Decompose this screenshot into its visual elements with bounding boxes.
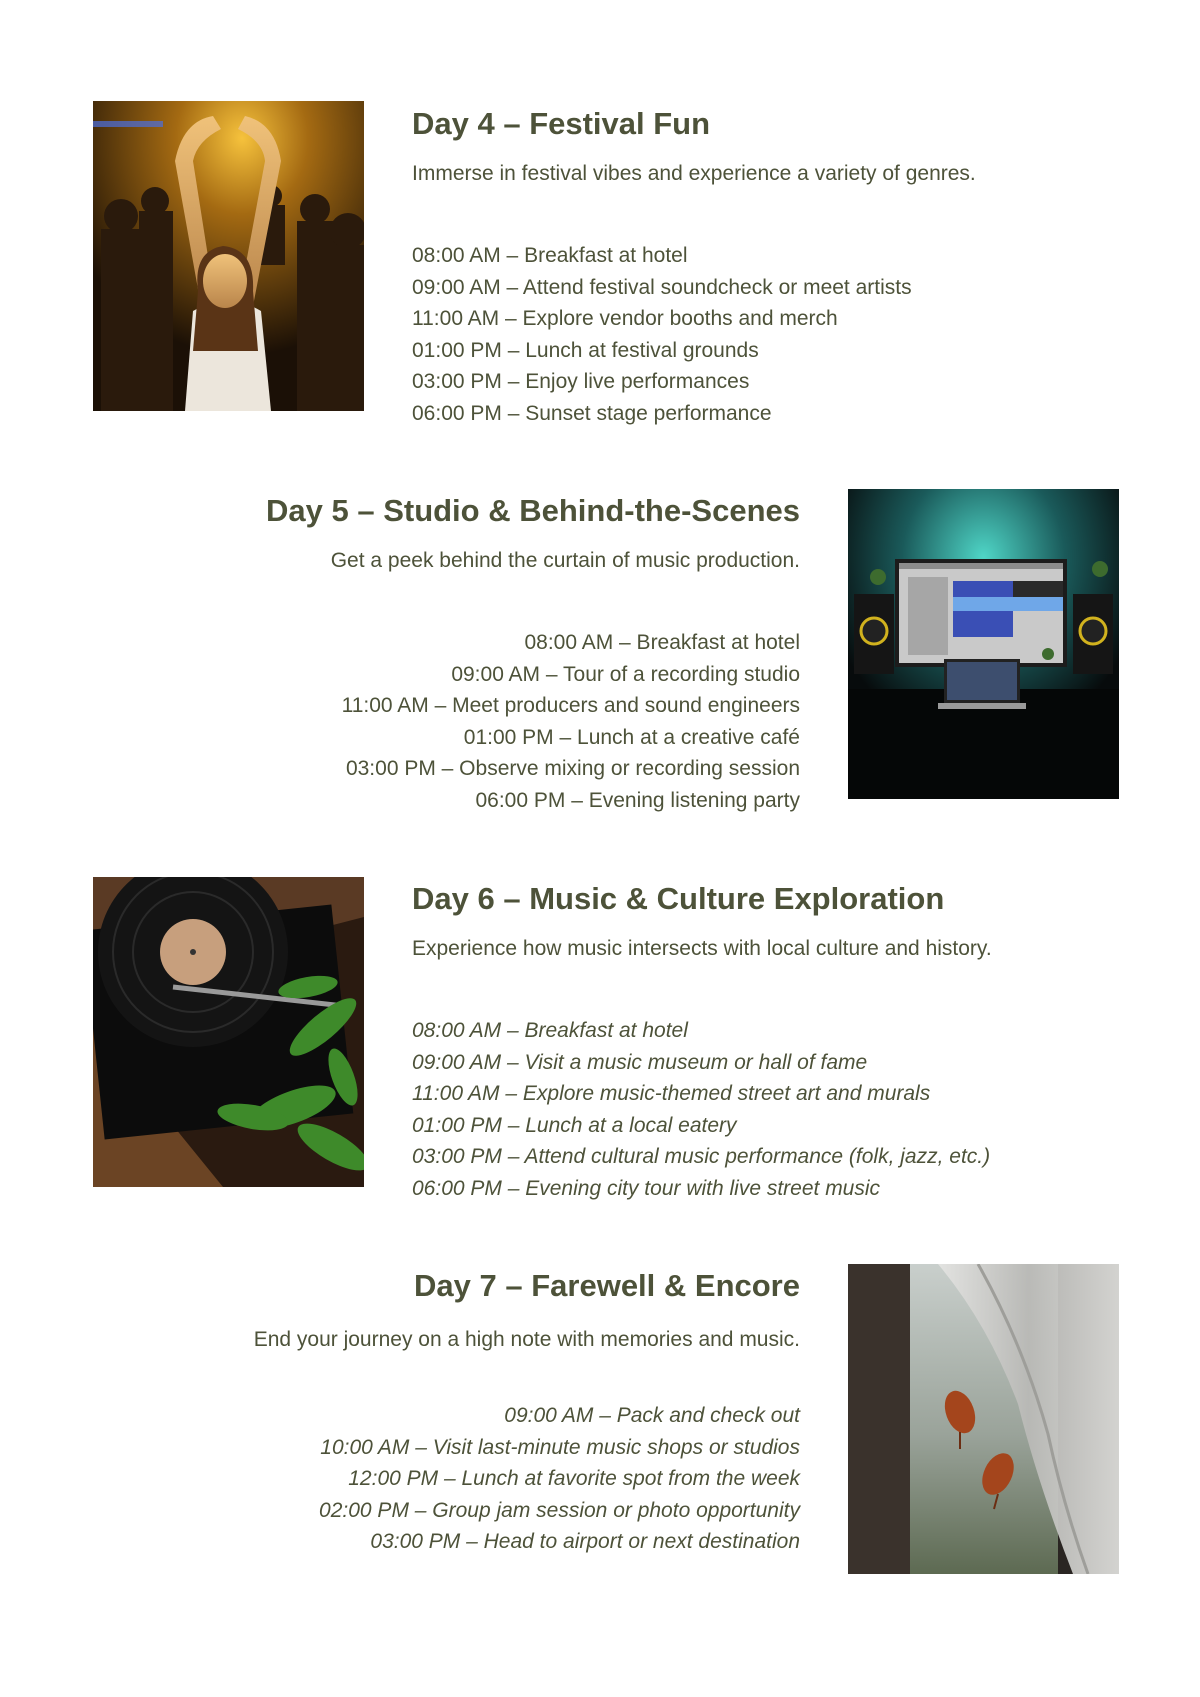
schedule-item: 03:00 PM – Observe mixing or recording session — [345, 757, 800, 781]
schedule-item: 10:00 AM – Visit last-minute music shops or studios — [320, 1435, 800, 1459]
schedule-item: 03:00 PM – Head to airport or next destination — [370, 1530, 800, 1554]
window-curtain-image — [848, 1264, 1119, 1574]
day-7-photo — [848, 1264, 1119, 1574]
schedule-item: 08:00 AM – Breakfast at hotel — [524, 631, 800, 654]
schedule-item: 09:00 AM – Attend festival soundcheck or meet artists — [412, 275, 912, 299]
day-6-schedule — [412, 1015, 1052, 1205]
day-5-title: Day 5 – Studio & Behind-the-Scenes — [266, 493, 800, 528]
schedule-item: 09:00 AM – Tour of a recording studio — [451, 662, 800, 686]
schedule-item: 06:00 PM – Sunset stage performance — [412, 401, 772, 425]
schedule-item: 08:00 AM – Breakfast at hotel — [412, 1019, 688, 1042]
day-6-subtitle: Experience how music intersects with local culture and history. — [412, 937, 992, 960]
schedule-item: 01:00 PM – Lunch at a local eatery — [412, 1113, 737, 1137]
festival-crowd-image — [93, 101, 364, 411]
schedule-item: 06:00 PM – Evening city tour with live street music — [412, 1176, 881, 1200]
schedule-item: 02:00 PM – Group jam session or photo opportunity — [319, 1498, 800, 1522]
schedule-item: 09:00 AM – Pack and check out — [504, 1404, 800, 1427]
vinyl-turntable-image — [93, 877, 364, 1187]
schedule-item: 06:00 PM – Evening listening party — [475, 788, 800, 812]
schedule-item: 11:00 AM – Meet producers and sound engineers — [341, 694, 800, 718]
recording-studio-image — [848, 489, 1119, 799]
day-7-schedule — [160, 1400, 800, 1558]
day-4-photo — [93, 101, 364, 411]
day-4-subtitle: Immerse in festival vibes and experience a variety of genres. — [412, 162, 976, 185]
day-7-title: Day 7 – Farewell & Encore — [414, 1268, 800, 1303]
day-6-section — [412, 879, 1052, 1205]
day-7-subtitle: End your journey on a high note with memories and music. — [253, 1328, 800, 1351]
schedule-item: 12:00 PM – Lunch at favorite spot from the week — [348, 1467, 800, 1491]
schedule-item: 11:00 AM – Explore vendor booths and merch — [412, 307, 838, 331]
schedule-item: 08:00 AM – Breakfast at hotel — [412, 244, 688, 267]
day-5-schedule — [160, 627, 800, 817]
schedule-item: 09:00 AM – Visit a music museum or hall of fame — [412, 1050, 868, 1074]
schedule-item: 01:00 PM – Lunch at a creative café — [463, 725, 800, 749]
day-5-subtitle: Get a peek behind the curtain of music production. — [330, 549, 800, 572]
day-7-section — [160, 1266, 800, 1558]
day-6-title: Day 6 – Music & Culture Exploration — [412, 881, 945, 916]
schedule-item: 11:00 AM – Explore music-themed street art and murals — [412, 1082, 931, 1106]
day-6-photo — [93, 877, 364, 1187]
day-4-title: Day 4 – Festival Fun — [412, 106, 711, 141]
day-5-section — [160, 491, 800, 817]
day-5-photo — [848, 489, 1119, 799]
schedule-item: 03:00 PM – Enjoy live performances — [412, 370, 750, 394]
day-4-schedule — [412, 240, 1052, 430]
day-4-section — [412, 104, 1052, 430]
schedule-item: 03:00 PM – Attend cultural music performance (folk, jazz, etc.) — [412, 1145, 991, 1169]
schedule-item: 01:00 PM – Lunch at festival grounds — [412, 338, 759, 362]
